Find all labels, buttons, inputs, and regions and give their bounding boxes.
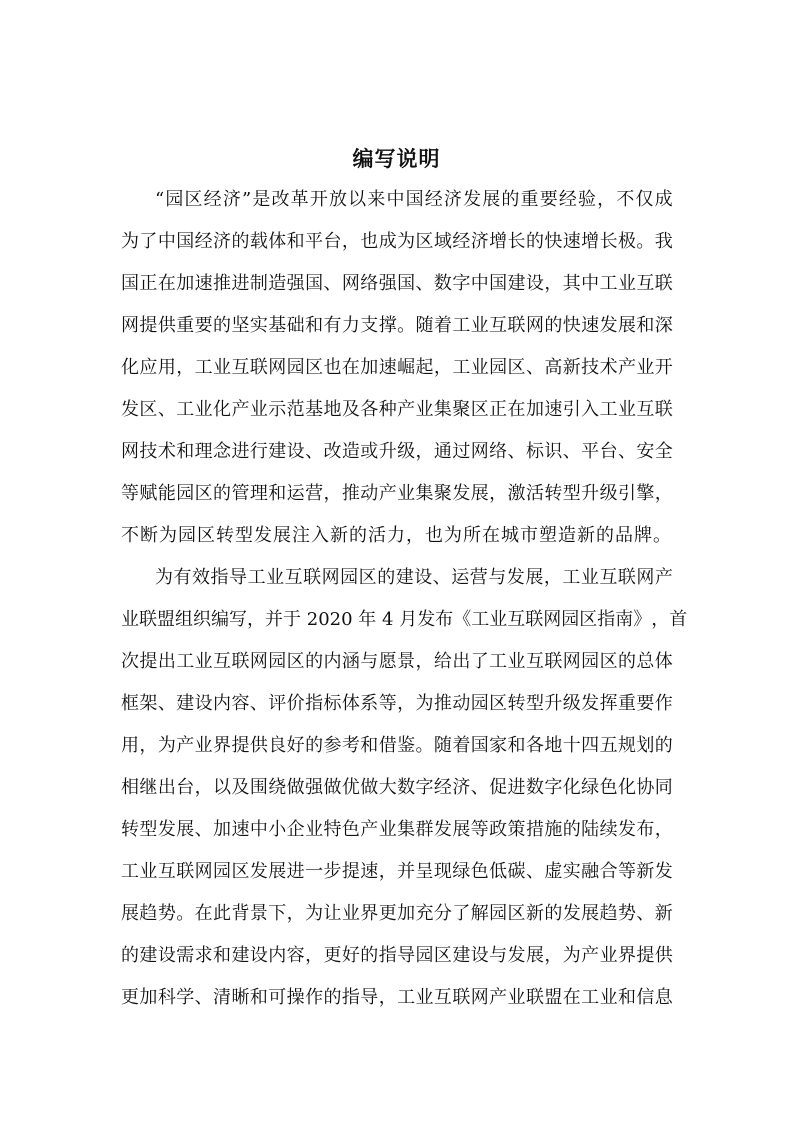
paragraph-2-line-3: 次 提 出 工 业 互 联 网 园 区 的 内 涵 与 愿 景 ， 给 出 了 工 业 互 联 网 园 区 的 总 体	[121, 651, 673, 672]
paragraph-2-line-5: 用 ， 为 产 业 界 提 供 良 好 的 参 考 和 借 鉴 。 随 着 国 家 和 各 地 十 四 五 规 划 的	[121, 735, 673, 756]
paragraph-1-line-2: 为 了 中 国 经 济 的 载 体 和 平 台 ， 也 成 为 区 域 经 济 增 长 的 快 速 增 长 极 。 我	[121, 231, 673, 252]
paragraph-1-line-1: “ 园 区 经 济 ” 是 改 革 开 放 以 来 中 国 经 济 发 展 的 重 要 经 验 ， 不 仅 成	[155, 189, 673, 210]
paragraph-1-line-4: 网 提 供 重 要 的 坚 实 基 础 和 有 力 支 撑 。 随 着 工 业 互 联 网 的 快 速 发 展 和 深	[121, 315, 673, 336]
paragraph-2-line-2: 业 联 盟 组 织 编 写 ， 并 于 2 0 2 0 年 4 月 发 布 《 工 业 互 联 网 园 区 指 南 》 ， 首	[121, 609, 688, 630]
paragraph-2-line-7: 转 型 发 展 、 加 速 中 小 企 业 特 色 产 业 集 群 发 展 等 政 策 措 施 的 陆 续 发 布 ，	[121, 819, 673, 840]
paragraph-2-line-10: 的 建 设 需 求 和 建 设 内 容 ， 更 好 的 指 导 园 区 建 设 与 发 展 ， 为 产 业 界 提 供	[121, 945, 673, 966]
paragraph-2-line-11: 更 加 科 学 、 清 晰 和 可 操 作 的 指 导 ， 工 业 互 联 网 产 业 联 盟 在 工 业 和 信 息	[121, 987, 673, 1008]
paragraph-2-line-9: 展 趋 势 。 在 此 背 景 下 ， 为 让 业 界 更 加 充 分 了 解 园 区 新 的 发 展 趋 势 、 新	[121, 903, 673, 924]
paragraph-1-line-7: 网 技 术 和 理 念 进 行 建 设 、 改 造 或 升 级 ， 通 过 网 络 、 标 识 、 平 台 、 安 全	[121, 441, 673, 462]
paragraph-2-line-4: 框 架 、 建 设 内 容 、 评 价 指 标 体 系 等 ， 为 推 动 园 区 转 型 升 级 发 挥 重 要 作	[121, 693, 673, 714]
paragraph-1-line-9: 不断为园区转型发展注入新的活力，也为所在城市塑造新的品牌。	[121, 525, 672, 546]
page-title: 编写说明	[352, 147, 441, 171]
paragraph-2-line-6: 相 继 出 台 ， 以 及 围 绕 做 强 做 优 做 大 数 字 经 济 、 促 进 数 字 化 绿 色 化 协 同	[121, 777, 673, 798]
paragraph-2-line-1: 为 有 效 指 导 工 业 互 联 网 园 区 的 建 设 、 运 营 与 发 展 ， 工 业 互 联 网 产	[155, 567, 673, 588]
paragraph-1-line-3: 国 正 在 加 速 推 进 制 造 强 国 、 网 络 强 国 、 数 字 中 国 建 设 ， 其 中 工 业 互 联	[121, 273, 673, 294]
paragraph-1-line-6: 发 区 、 工 业 化 产 业 示 范 基 地 及 各 种 产 业 集 聚 区 正 在 加 速 引 入 工 业 互 联	[121, 399, 673, 420]
paragraph-2-line-8: 工 业 互 联 网 园 区 发 展 进 一 步 提 速 ， 并 呈 现 绿 色 低 碳 、 虚 实 融 合 等 新 发	[121, 861, 673, 882]
paragraph-1-line-5: 化 应 用 ， 工 业 互 联 网 园 区 也 在 加 速 崛 起 ， 工 业 园 区 、 高 新 技 术 产 业 开	[121, 357, 673, 378]
paragraph-1-line-8: 等 赋 能 园 区 的 管 理 和 运 营 ， 推 动 产 业 集 聚 发 展 ， 激 活 转 型 升 级 引 擎 ，	[121, 483, 673, 504]
